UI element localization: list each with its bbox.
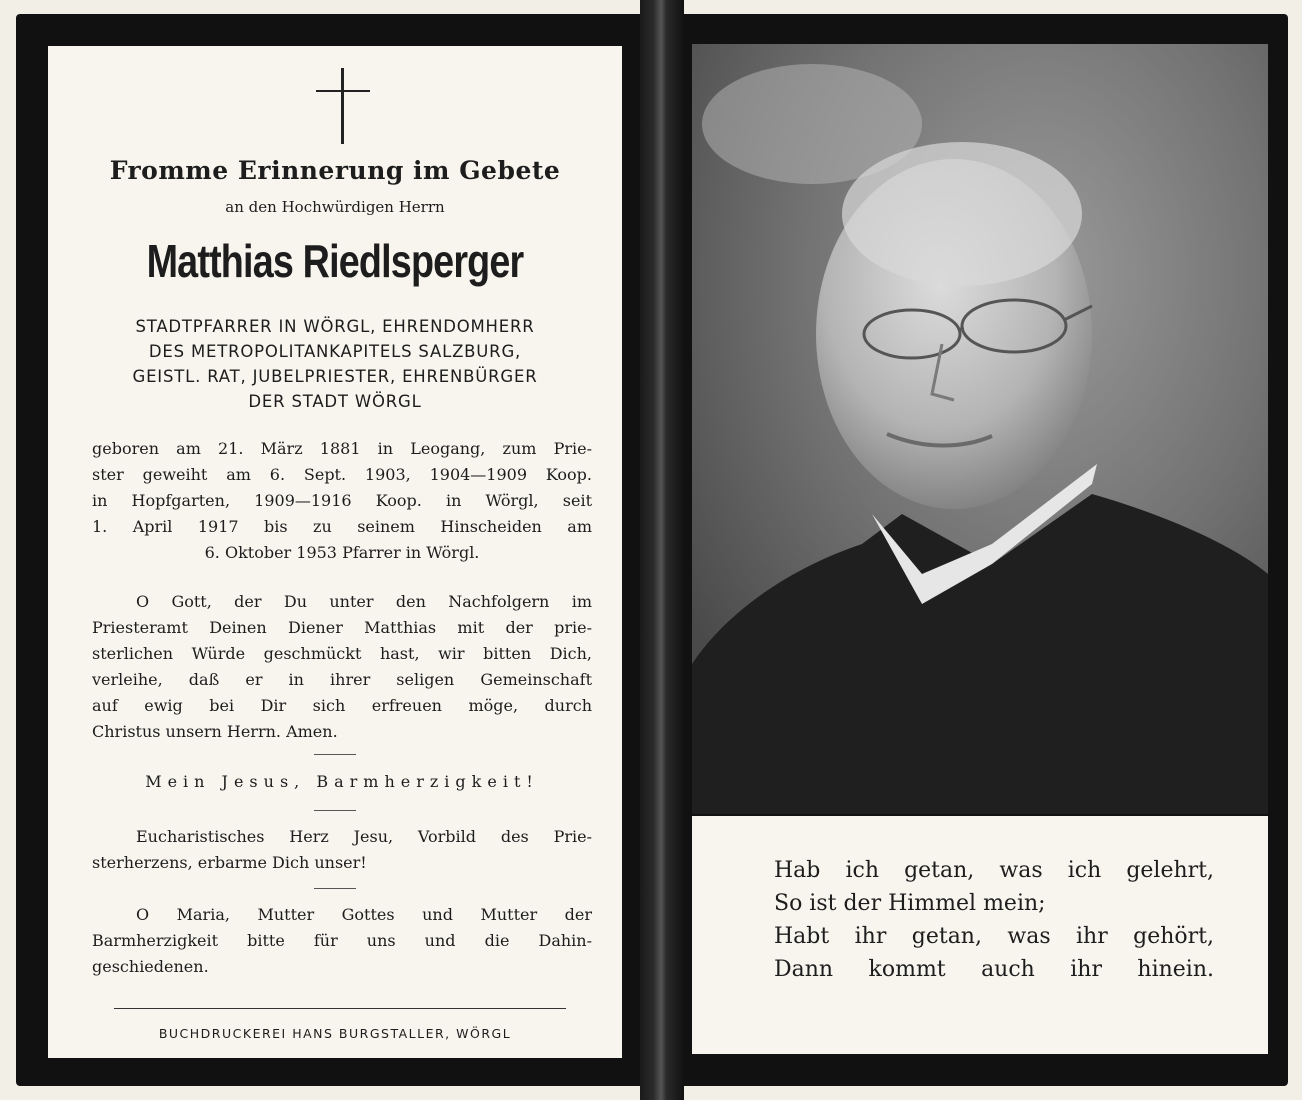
portrait-illustration <box>692 44 1268 814</box>
prayer-line: O Gott, der Du unter den Nachfolgern im <box>136 592 592 611</box>
title-line: GEISTL. RAT, JUBELPRIESTER, EHRENBÜRGER <box>132 367 538 386</box>
prayer-line: sterlichen Würde geschmückt hast, wir bitten Dich, <box>92 644 592 663</box>
bio-line: in Hopfgarten, 1909—1916 Koop. in Wörgl, seit <box>92 491 592 510</box>
exclamation-line: Mein Jesus, Barmherzigkeit! <box>145 772 539 791</box>
verse-line: Habt ihr getan, was ihr gehört, <box>774 924 1214 949</box>
divider <box>314 810 356 811</box>
maria-block <box>92 902 592 980</box>
left-text-panel <box>48 46 622 1058</box>
divider <box>314 754 356 755</box>
verse-line: So ist der Himmel mein; <box>774 891 1046 916</box>
verse-text <box>774 854 1214 986</box>
eucharist-block <box>92 824 592 876</box>
maria-line: geschiedenen. <box>92 957 209 976</box>
verse-line: Dann kommt auch ihr hinein. <box>774 957 1214 982</box>
title-line: DES METROPOLITANKAPITELS SALZBURG, <box>148 342 522 361</box>
maria-line: O Maria, Mutter Gottes und Mutter der <box>136 905 592 924</box>
portrait-photo <box>692 44 1268 814</box>
bio-line: ster geweiht am 6. Sept. 1903, 1904—1909 Koop. <box>92 465 592 484</box>
right-photo-panel <box>692 44 1268 1054</box>
eucharist-line: Eucharistisches Herz Jesu, Vorbild des Prie- <box>136 827 592 846</box>
prayer-line: Christus unsern Herrn. Amen. <box>92 722 338 741</box>
prayer-block <box>92 589 592 745</box>
card-fold <box>640 0 684 1100</box>
verse-panel <box>692 816 1268 1054</box>
prayer-line: verleihe, daß er in ihrer seligen Gemeinschaft <box>92 670 592 689</box>
eucharist-line: sterherzens, erbarme Dich unser! <box>92 853 367 872</box>
bio-line: 1. April 1917 bis zu seinem Hinscheiden am <box>92 517 592 536</box>
divider <box>314 888 356 889</box>
memorial-subheading: an den Hochwürdigen Herrn <box>225 198 445 216</box>
titles-block <box>78 314 592 414</box>
cross-icon <box>316 68 372 146</box>
title-line: DER STADT WÖRGL <box>248 392 422 411</box>
verse-line: Hab ich getan, was ich gelehrt, <box>774 858 1214 883</box>
printer-divider <box>114 1008 566 1009</box>
prayer-line: auf ewig bei Dir sich erfreuen möge, durch <box>92 696 592 715</box>
deceased-name: Matthias Riedlsperger <box>146 235 524 287</box>
memorial-heading: Fromme Erinnerung im Gebete <box>109 156 561 185</box>
biography-block <box>92 436 592 566</box>
title-line: STADTPFARRER IN WÖRGL, EHRENDOMHERR <box>135 317 535 336</box>
bio-line: geboren am 21. März 1881 in Leogang, zum Prie- <box>92 439 592 458</box>
bio-line: 6. Oktober 1953 Pfarrer in Wörgl. <box>204 543 480 562</box>
prayer-line: Priesteramt Deinen Diener Matthias mit der prie- <box>92 618 592 637</box>
printer-credit: BUCHDRUCKEREI HANS BURGSTALLER, WÖRGL <box>158 1026 512 1041</box>
maria-line: Barmherzigkeit bitte für uns und die Dahin- <box>92 931 592 950</box>
